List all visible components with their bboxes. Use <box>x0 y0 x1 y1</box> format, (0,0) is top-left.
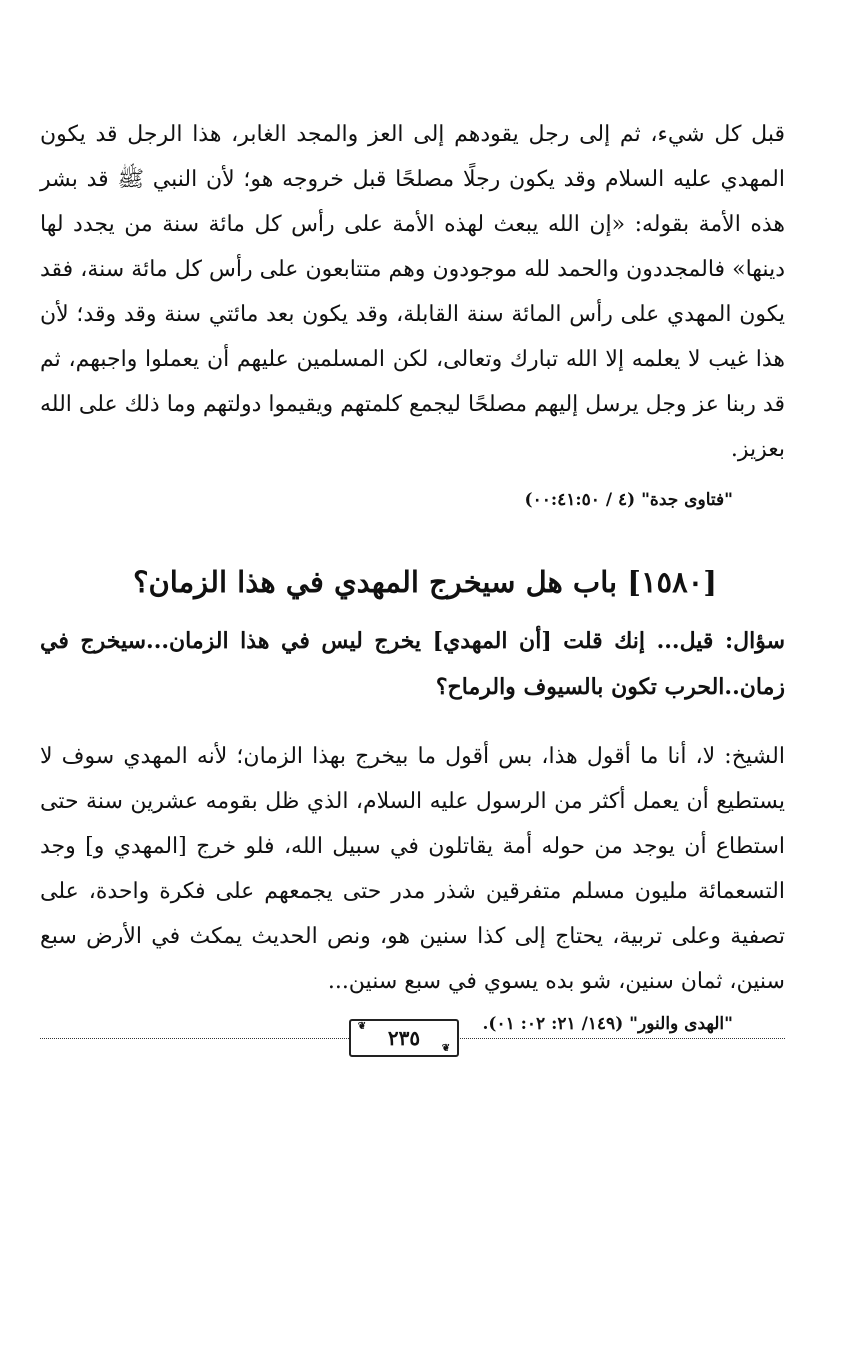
page-number-box <box>349 1019 459 1057</box>
answer-paragraph: الشيخ: لا، أنا ما أقول هذا، بس أقول ما بيخرج بهذا الزمان؛ لأنه المهدي سوف لا يستطيع أن يعمل أكثر من الرسول عليه السلام، الذي ظل بقومه عشرين سنة حتى استطاع أن يوجد من حوله أمة يقاتلون في سبيل الله، فلو خرج [المهدي و] وجد التسعمائة مليون مسلم متفرقين شذر مدر حتى يجمعهم على فكرة واحدة، على تصفية وعلى تربية، يحتاج إلى كذا سنين هو، ونص الحديث يمكث في الأرض سبع سنين، ثمان سنين، شو بده يسوي في سبع سنين... <box>40 744 785 994</box>
section-title: [١٥٨٠] باب هل سيخرج المهدي في هذا الزمان؟ <box>133 565 717 599</box>
ornament-icon: ❦ <box>357 1021 367 1032</box>
page-number: ٢٣٥ <box>387 1026 421 1050</box>
question-paragraph: سؤال: قيل... إنك قلت [أن المهدي] يخرج ليس في هذا الزمان...سيخرج في زمان..الحرب تكون بالسيوف والرماح؟ <box>40 628 785 700</box>
page-content <box>40 112 785 1038</box>
source-reference: "الهدى والنور" (١٤٩/ ٢١: ٠٢: ٠١). <box>482 1014 733 1034</box>
ornament-icon: ❦ <box>441 1043 451 1054</box>
source-reference: "فتاوى جدة" (٤ / ٠٠:٤١:٥٠) <box>524 490 733 510</box>
body-paragraph: قبل كل شيء، ثم إلى رجل يقودهم إلى العز والمجد الغابر، هذا الرجل قد يكون المهدي عليه السلام وقد يكون رجلًا مصلحًا قبل خروجه هو؛ لأن النبي ﷺ قد بشر هذه الأمة بقوله: «إن الله يبعث لهذه الأمة على رأس كل مائة سنة من يجدد لها دينها» فالمجددون والحمد لله موجودون وهم متتابعون على رأس كل مائة سنة، فقد يكون المهدي على رأس المائة سنة القابلة، وقد يكون بعد مائتي سنة وقد وقد؛ لأن هذا غيب لا يعلمه إلا الله تبارك وتعالى، لكن المسلمين عليهم أن يعملوا واجبهم، ثم قد ربنا عز وجل يرسل إليهم مصلحًا ليجمع كلمتهم ويقيموا دولتهم وما ذلك على الله بعزيز. <box>40 122 785 462</box>
page-footer <box>40 1019 785 1059</box>
